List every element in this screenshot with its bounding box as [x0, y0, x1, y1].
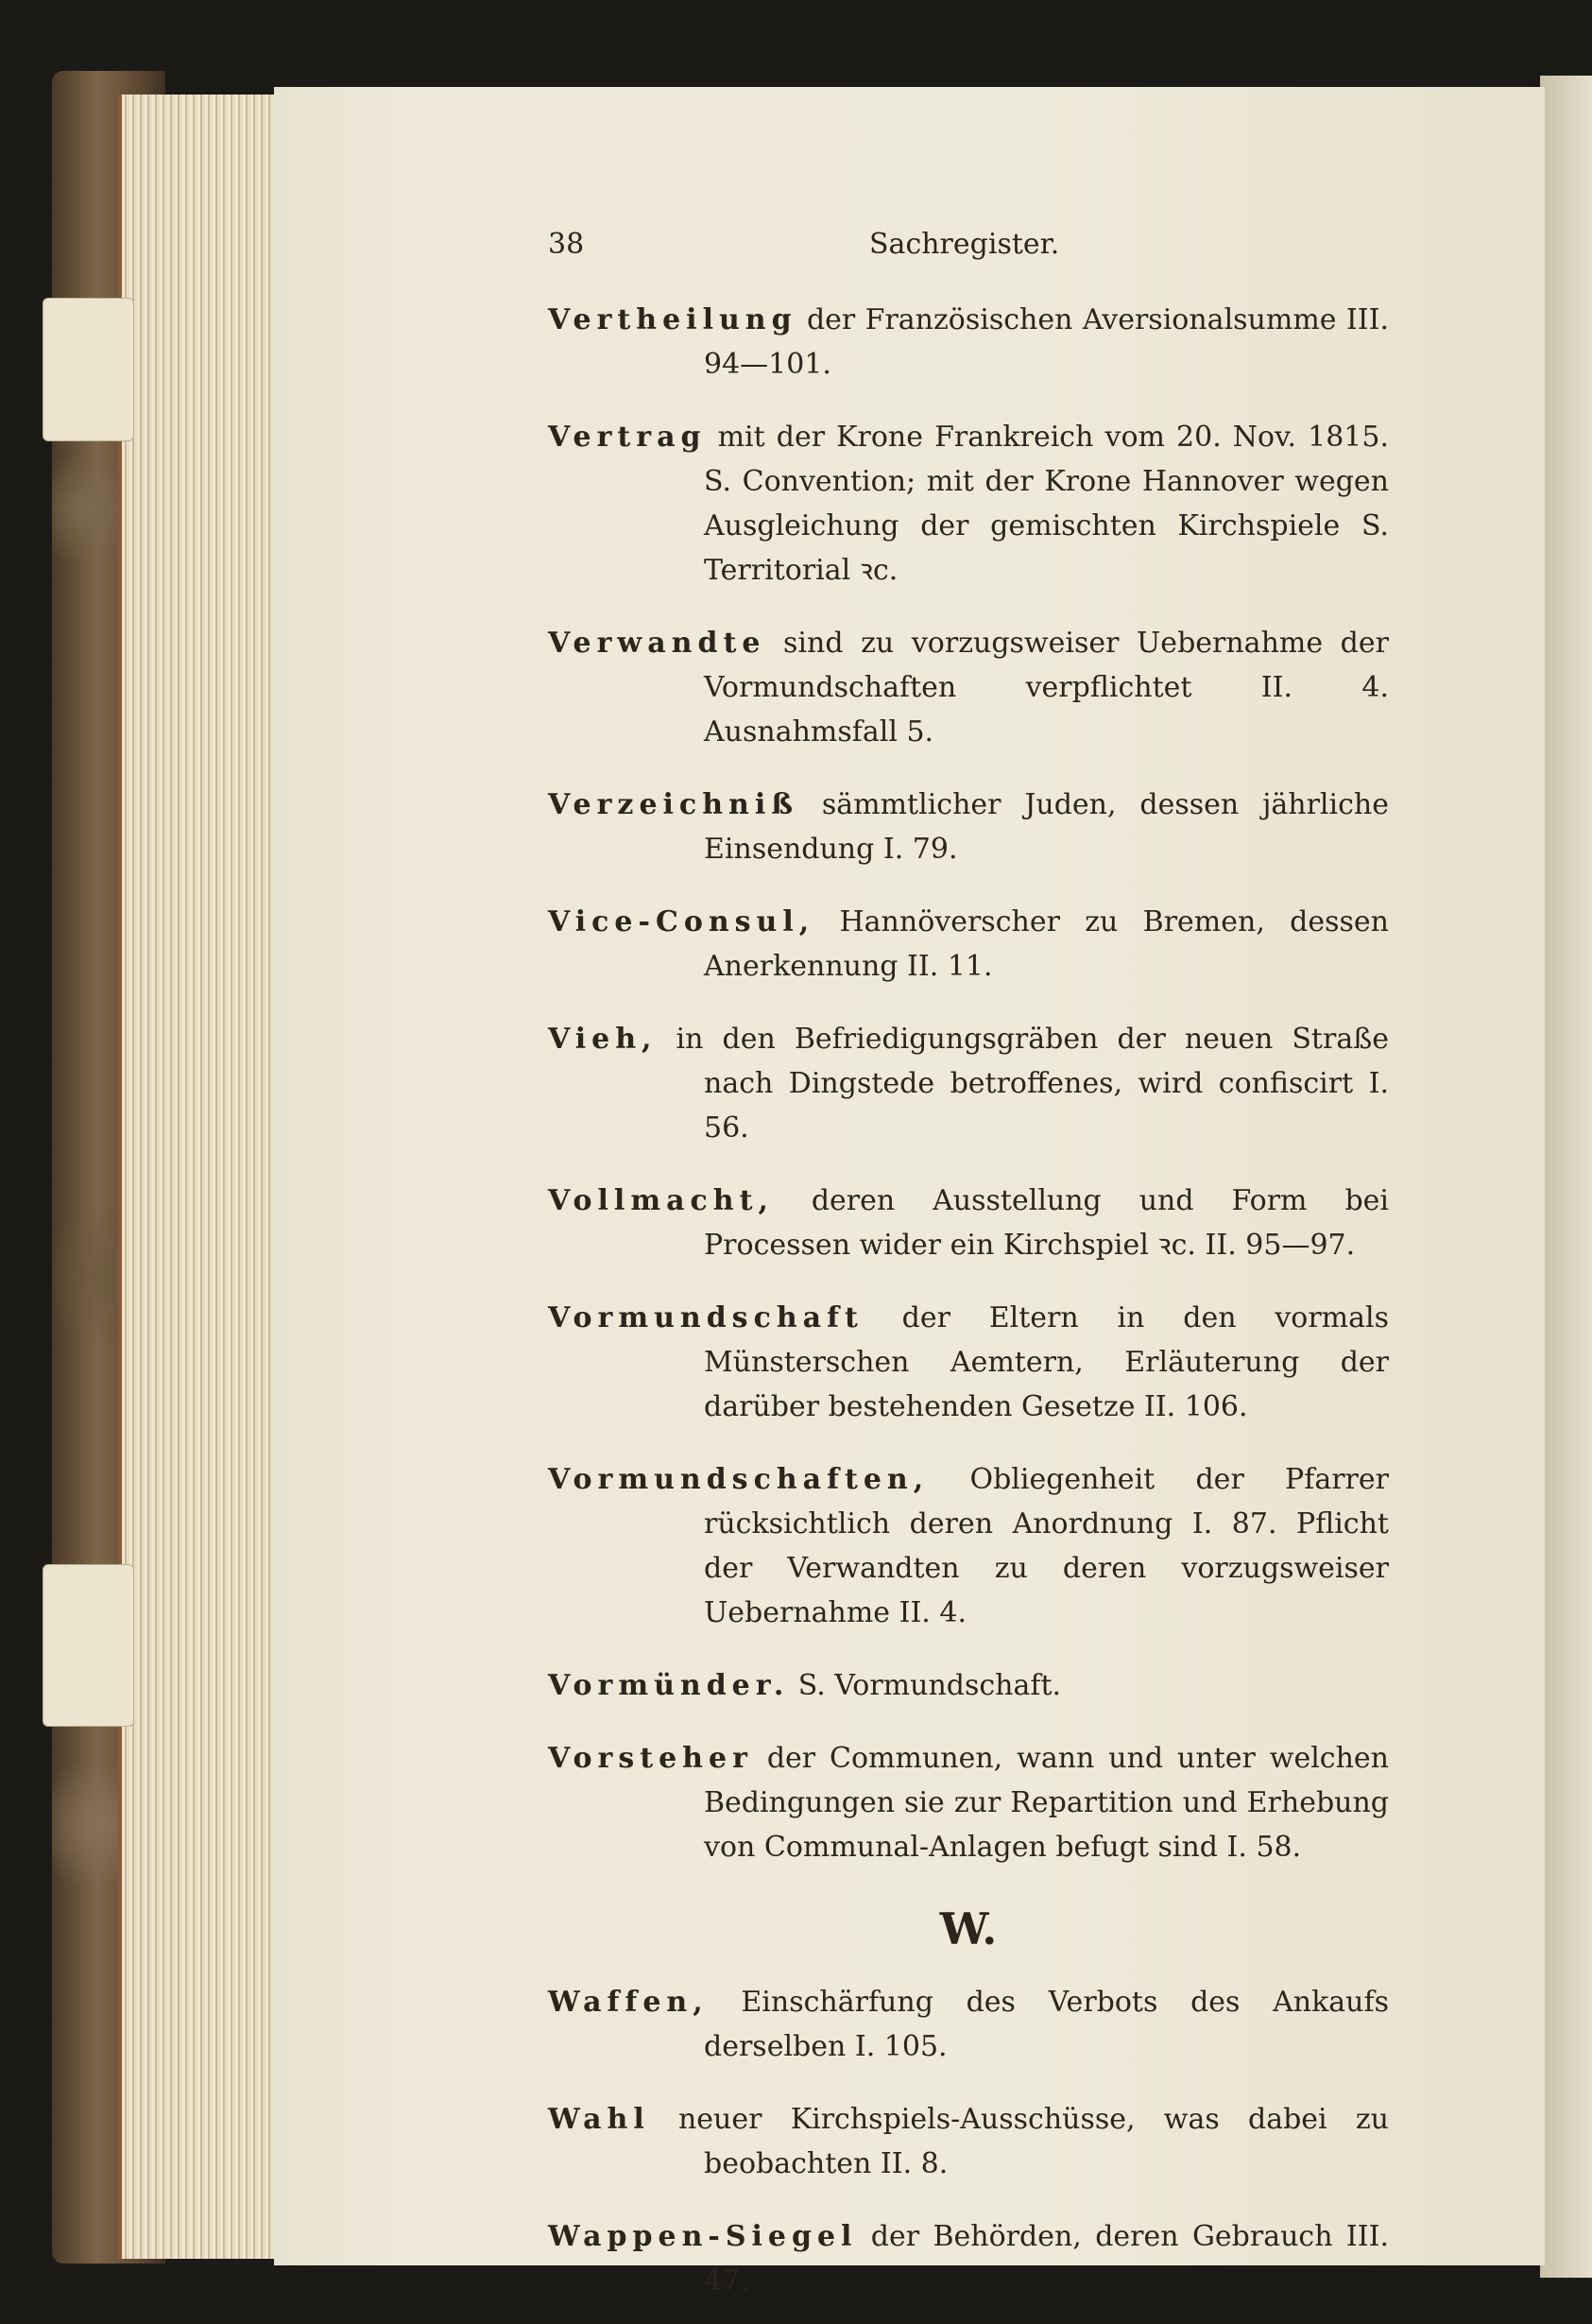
paper-tab-top — [43, 298, 134, 441]
entry-text: Obliegenheit der Pfarrer rücksichtlich deren Anordnung I. 87. Pflicht der Verwandten zu deren vorzugsweiser Uebernahme II. 4. — [704, 1463, 1389, 1629]
entry-headword: Vormundschaft — [548, 1301, 864, 1334]
entry-headword: Vice-Consul, — [548, 905, 815, 938]
entry-headword: Vorsteher — [548, 1742, 753, 1775]
entry-text: sind zu vorzugsweiser Uebernahme der Vormundschaften verpflichtet II. 4. Ausnahmsfall 5. — [704, 627, 1389, 749]
entry-text: deren Ausstellung und Form bei Processen wider ein Kirchspiel ꝛc. II. 95—97. — [704, 1184, 1389, 1262]
index-entry — [548, 1457, 1389, 1635]
index-entry — [548, 1296, 1389, 1429]
index-entry — [548, 783, 1389, 871]
page-text — [548, 222, 1389, 2311]
facing-page-edge — [1540, 76, 1592, 2278]
index-entry — [548, 1663, 1389, 1708]
entry-headword: Vormundschaften, — [548, 1463, 930, 1496]
entry-text: Hannöverscher zu Bremen, dessen Anerkennung II. 11. — [704, 905, 1389, 983]
paper-tab-bottom — [43, 1564, 134, 1727]
index-entry — [548, 1980, 1389, 2069]
entry-text: S. Vormundschaft. — [789, 1669, 1062, 1702]
index-entry — [548, 2214, 1389, 2303]
entry-headword: Vollmacht, — [548, 1184, 774, 1217]
entry-headword: Wappen-Siegel — [548, 2220, 858, 2253]
index-section-w — [548, 1980, 1389, 2303]
index-entry — [548, 900, 1389, 989]
entry-text: Einschärfung des Verbots des Ankaufs derselben I. 105. — [704, 1986, 1389, 2063]
index-section-v — [548, 298, 1389, 1869]
entry-headword: Vertrag — [548, 421, 707, 454]
index-entry — [548, 1017, 1389, 1150]
entry-headword: Verwandte — [548, 627, 766, 660]
entry-headword: Vieh, — [548, 1023, 658, 1056]
index-entry — [548, 298, 1389, 387]
page-edges — [118, 95, 292, 2259]
entry-headword: Waffen, — [548, 1986, 709, 2019]
index-entry — [548, 1179, 1389, 1267]
entry-headword: Wahl — [548, 2103, 650, 2136]
page-header — [548, 222, 1389, 269]
page-number: 38 — [548, 228, 585, 261]
entry-text: der Eltern in den vormals Münsterschen Aemtern, Erläuterung der darüber bestehenden Gesetze II. 106. — [704, 1301, 1389, 1423]
entry-headword: Vertheilung — [548, 303, 797, 336]
index-entry — [548, 1736, 1389, 1869]
entry-text: mit der Krone Frankreich vom 20. Nov. 1815. S. Convention; mit der Krone Hannover wegen Ausgleichung der gemischten Kirchspiele S. Territorial ꝛc. — [704, 421, 1389, 587]
entry-text: der Communen, wann und unter welchen Bedingungen sie zur Repartition und Erhebung von Communal-Anlagen befugt sind I. 58. — [704, 1742, 1389, 1864]
index-entry — [548, 2097, 1389, 2186]
entry-headword: Verzeichniß — [548, 788, 799, 821]
running-title: Sachregister. — [869, 228, 1060, 261]
entry-text: der Französischen Aversionalsumme III. 94—101. — [704, 303, 1389, 381]
section-letter: W. — [939, 1903, 998, 1954]
entry-text: der Behörden, deren Gebrauch III. 47. — [704, 2220, 1389, 2298]
entry-headword: Vormünder. — [548, 1669, 790, 1702]
entry-text: neuer Kirchspiels-Ausschüsse, was dabei zu beobachten II. 8. — [649, 2103, 1389, 2180]
entry-text: in den Befriedigungsgräben der neuen Straße nach Dingstede betroffenes, wird confiscirt I. 56. — [657, 1023, 1389, 1145]
entry-text: sämmtlicher Juden, dessen jährliche Einsendung I. 79. — [704, 788, 1389, 866]
index-entry — [548, 415, 1389, 593]
index-entry — [548, 621, 1389, 754]
